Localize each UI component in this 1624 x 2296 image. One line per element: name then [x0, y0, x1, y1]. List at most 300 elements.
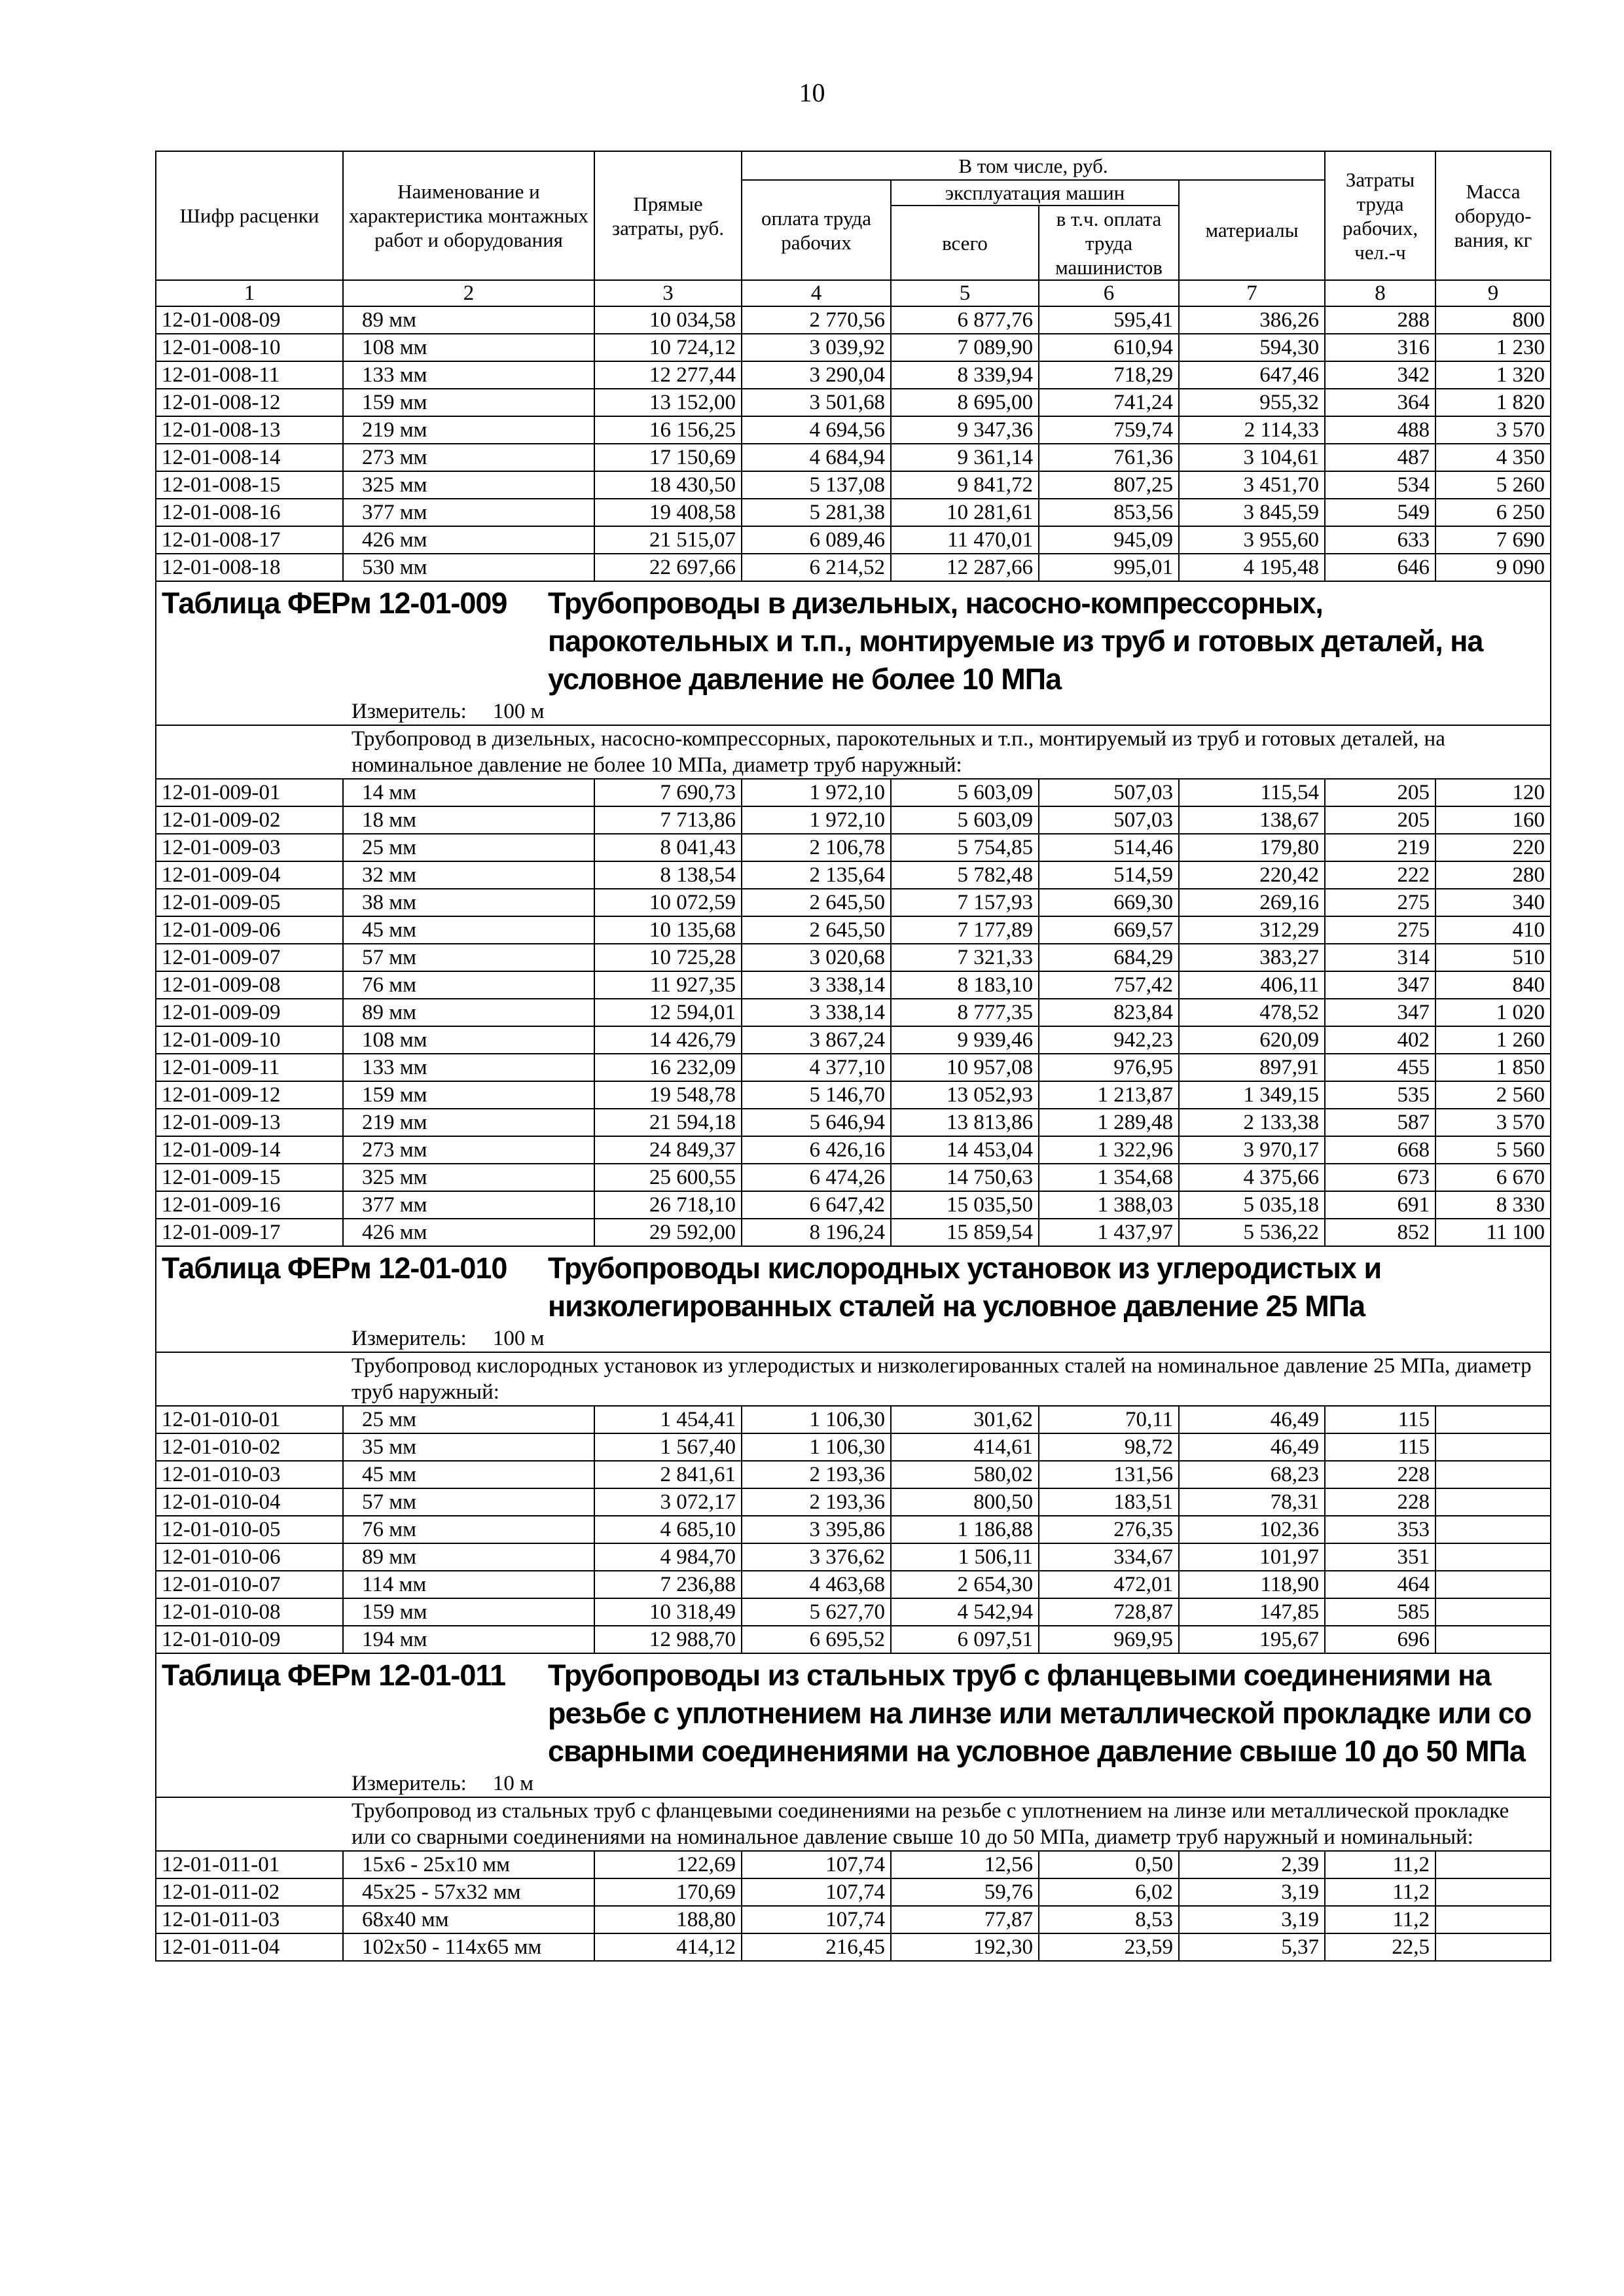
item-name: 377 мм — [343, 1191, 594, 1219]
equipment-mass: 160 — [1435, 806, 1551, 834]
worker-wages: 3 867,24 — [742, 1026, 891, 1054]
machines-total: 9 361,14 — [891, 444, 1039, 471]
table-row — [156, 1054, 1551, 1081]
worker-wages: 4 694,56 — [742, 416, 891, 444]
rate-code: 12-01-009-02 — [156, 806, 343, 834]
materials: 2,39 — [1179, 1851, 1325, 1878]
direct-costs: 8 138,54 — [594, 861, 742, 889]
direct-costs: 16 232,09 — [594, 1054, 742, 1081]
rate-code: 12-01-009-03 — [156, 834, 343, 861]
direct-costs: 12 988,70 — [594, 1626, 742, 1653]
materials: 620,09 — [1179, 1026, 1325, 1054]
materials: 478,52 — [1179, 999, 1325, 1026]
machinist-wages: 610,94 — [1039, 334, 1179, 361]
labor-hours: 314 — [1325, 944, 1435, 971]
rate-code: 12-01-009-16 — [156, 1191, 343, 1219]
labor-hours: 633 — [1325, 526, 1435, 554]
materials: 195,67 — [1179, 1626, 1325, 1653]
machines-total: 12 287,66 — [891, 554, 1039, 581]
labor-hours: 488 — [1325, 416, 1435, 444]
machinist-wages: 1 437,97 — [1039, 1219, 1179, 1246]
item-name: 57 мм — [343, 1488, 594, 1516]
labor-hours: 347 — [1325, 999, 1435, 1026]
materials: 68,23 — [1179, 1461, 1325, 1488]
item-name: 377 мм — [343, 499, 594, 526]
materials: 383,27 — [1179, 944, 1325, 971]
materials: 3,19 — [1179, 1878, 1325, 1906]
machines-total: 77,87 — [891, 1906, 1039, 1933]
worker-wages: 4 684,94 — [742, 444, 891, 471]
labor-hours: 342 — [1325, 361, 1435, 389]
table-row — [156, 1219, 1551, 1246]
direct-costs: 7 236,88 — [594, 1571, 742, 1598]
item-name: 219 мм — [343, 1109, 594, 1136]
machinist-wages: 507,03 — [1039, 779, 1179, 806]
worker-wages: 5 627,70 — [742, 1598, 891, 1626]
item-name: 133 мм — [343, 1054, 594, 1081]
direct-costs: 10 135,68 — [594, 916, 742, 944]
machines-total: 6 097,51 — [891, 1626, 1039, 1653]
direct-costs: 14 426,79 — [594, 1026, 742, 1054]
materials: 594,30 — [1179, 334, 1325, 361]
table-title: Трубопроводы в дизельных, насосно-компрессорных, парокотельных и т.п., монтируемые из труб и готовых деталей, на условное давление не более 10 МПа — [548, 586, 1483, 696]
measure-label: Измеритель: — [352, 1772, 467, 1795]
direct-costs: 4 984,70 — [594, 1543, 742, 1571]
labor-hours: 219 — [1325, 834, 1435, 861]
equipment-mass — [1435, 1878, 1551, 1906]
worker-wages: 6 647,42 — [742, 1191, 891, 1219]
item-name: 15х6 - 25х10 мм — [343, 1851, 594, 1878]
item-name: 108 мм — [343, 334, 594, 361]
table-row — [156, 1878, 1551, 1906]
labor-hours: 351 — [1325, 1543, 1435, 1571]
section-title-cell — [156, 1246, 1551, 1352]
worker-wages: 4 377,10 — [742, 1054, 891, 1081]
measure-value: 10 м — [492, 1772, 533, 1795]
machinist-wages: 761,36 — [1039, 444, 1179, 471]
worker-wages: 2 645,50 — [742, 889, 891, 916]
machines-total: 13 052,93 — [891, 1081, 1039, 1109]
equipment-mass — [1435, 1488, 1551, 1516]
table-row — [156, 889, 1551, 916]
item-name: 273 мм — [343, 444, 594, 471]
rate-code: 12-01-008-18 — [156, 554, 343, 581]
worker-wages: 2 135,64 — [742, 861, 891, 889]
labor-hours: 275 — [1325, 889, 1435, 916]
worker-wages: 216,45 — [742, 1933, 891, 1961]
equipment-mass — [1435, 1851, 1551, 1878]
table-row — [156, 1906, 1551, 1933]
equipment-mass: 9 090 — [1435, 554, 1551, 581]
item-name: 68х40 мм — [343, 1906, 594, 1933]
rate-code: 12-01-011-03 — [156, 1906, 343, 1933]
machines-total: 10 281,61 — [891, 499, 1039, 526]
direct-costs: 26 718,10 — [594, 1191, 742, 1219]
item-name: 45 мм — [343, 1461, 594, 1488]
column-number: 8 — [1325, 280, 1435, 306]
equipment-mass: 6 250 — [1435, 499, 1551, 526]
item-name: 45 мм — [343, 916, 594, 944]
labor-hours: 316 — [1325, 334, 1435, 361]
rate-code: 12-01-009-14 — [156, 1136, 343, 1164]
equipment-mass: 4 350 — [1435, 444, 1551, 471]
direct-costs: 1 454,41 — [594, 1406, 742, 1433]
rate-code: 12-01-009-13 — [156, 1109, 343, 1136]
header-name: Наименование и характеристика монтажных работ и оборудования — [343, 151, 594, 280]
machines-total: 580,02 — [891, 1461, 1039, 1488]
materials: 78,31 — [1179, 1488, 1325, 1516]
header-mass: Масса оборудо-вания, кг — [1435, 151, 1551, 280]
machinist-wages: 942,23 — [1039, 1026, 1179, 1054]
rate-code: 12-01-010-04 — [156, 1488, 343, 1516]
item-name: 38 мм — [343, 889, 594, 916]
machines-total: 12,56 — [891, 1851, 1039, 1878]
machines-total: 7 089,90 — [891, 334, 1039, 361]
labor-hours: 487 — [1325, 444, 1435, 471]
direct-costs: 7 713,86 — [594, 806, 742, 834]
machines-total: 15 035,50 — [891, 1191, 1039, 1219]
materials: 118,90 — [1179, 1571, 1325, 1598]
worker-wages: 3 290,04 — [742, 361, 891, 389]
table-row — [156, 779, 1551, 806]
item-name: 45х25 - 57х32 мм — [343, 1878, 594, 1906]
table-title: Трубопроводы кислородных установок из углеродистых и низколегированных сталей на условное давление 25 МПа — [548, 1251, 1382, 1323]
machinist-wages: 976,95 — [1039, 1054, 1179, 1081]
table-row — [156, 999, 1551, 1026]
materials: 5 035,18 — [1179, 1191, 1325, 1219]
machinist-wages: 131,56 — [1039, 1461, 1179, 1488]
machinist-wages: 0,50 — [1039, 1851, 1179, 1878]
table-row — [156, 1851, 1551, 1878]
rate-code: 12-01-010-03 — [156, 1461, 343, 1488]
materials: 138,67 — [1179, 806, 1325, 834]
direct-costs: 10 724,12 — [594, 334, 742, 361]
materials: 5,37 — [1179, 1933, 1325, 1961]
labor-hours: 205 — [1325, 806, 1435, 834]
direct-costs: 12 277,44 — [594, 361, 742, 389]
item-name: 25 мм — [343, 834, 594, 861]
equipment-mass: 510 — [1435, 944, 1551, 971]
table-row — [156, 1081, 1551, 1109]
section-description: Трубопровод в дизельных, насосно-компрессорных, парокотельных и т.п., монтируемый из труб и готовых деталей, на номинальное давление не более 10 МПа, диаметр труб наружный: — [156, 725, 1551, 779]
materials: 102,36 — [1179, 1516, 1325, 1543]
worker-wages: 3 501,68 — [742, 389, 891, 416]
equipment-mass — [1435, 1598, 1551, 1626]
equipment-mass: 840 — [1435, 971, 1551, 999]
direct-costs: 11 927,35 — [594, 971, 742, 999]
worker-wages: 3 376,62 — [742, 1543, 891, 1571]
equipment-mass: 120 — [1435, 779, 1551, 806]
equipment-mass: 1 230 — [1435, 334, 1551, 361]
item-name: 426 мм — [343, 526, 594, 554]
labor-hours: 534 — [1325, 471, 1435, 499]
worker-wages: 3 395,86 — [742, 1516, 891, 1543]
item-name: 108 мм — [343, 1026, 594, 1054]
labor-hours: 11,2 — [1325, 1878, 1435, 1906]
labor-hours: 228 — [1325, 1488, 1435, 1516]
section-description-row — [156, 1352, 1551, 1406]
table-row — [156, 1461, 1551, 1488]
measure-label: Измеритель: — [352, 1327, 467, 1350]
rate-code: 12-01-010-06 — [156, 1543, 343, 1571]
machines-total: 5 603,09 — [891, 806, 1039, 834]
machinist-wages: 507,03 — [1039, 806, 1179, 834]
rate-code: 12-01-008-10 — [156, 334, 343, 361]
worker-wages: 107,74 — [742, 1906, 891, 1933]
column-number: 4 — [742, 280, 891, 306]
equipment-mass — [1435, 1516, 1551, 1543]
section-title-row — [156, 1246, 1551, 1352]
equipment-mass: 1 260 — [1435, 1026, 1551, 1054]
section-title-row — [156, 1653, 1551, 1797]
direct-costs: 19 408,58 — [594, 499, 742, 526]
item-name: 25 мм — [343, 1406, 594, 1433]
item-name: 89 мм — [343, 306, 594, 334]
equipment-mass: 7 690 — [1435, 526, 1551, 554]
column-number: 5 — [891, 280, 1039, 306]
equipment-mass: 3 570 — [1435, 1109, 1551, 1136]
rate-code: 12-01-009-11 — [156, 1054, 343, 1081]
equipment-mass: 1 020 — [1435, 999, 1551, 1026]
direct-costs: 22 697,66 — [594, 554, 742, 581]
machinist-wages: 759,74 — [1039, 416, 1179, 444]
item-name: 114 мм — [343, 1571, 594, 1598]
machinist-wages: 1 289,48 — [1039, 1109, 1179, 1136]
machinist-wages: 1 322,96 — [1039, 1136, 1179, 1164]
table-row — [156, 361, 1551, 389]
equipment-mass: 340 — [1435, 889, 1551, 916]
item-name: 159 мм — [343, 389, 594, 416]
machinist-wages: 945,09 — [1039, 526, 1179, 554]
machines-total: 800,50 — [891, 1488, 1039, 1516]
table-row — [156, 306, 1551, 334]
rate-code: 12-01-008-09 — [156, 306, 343, 334]
rate-code: 12-01-009-04 — [156, 861, 343, 889]
rate-code: 12-01-009-17 — [156, 1219, 343, 1246]
materials: 4 375,66 — [1179, 1164, 1325, 1191]
table-row — [156, 1164, 1551, 1191]
item-name: 219 мм — [343, 416, 594, 444]
rate-code: 12-01-010-05 — [156, 1516, 343, 1543]
machinist-wages: 853,56 — [1039, 499, 1179, 526]
machinist-wages: 1 388,03 — [1039, 1191, 1179, 1219]
labor-hours: 288 — [1325, 306, 1435, 334]
equipment-mass: 8 330 — [1435, 1191, 1551, 1219]
machinist-wages: 23,59 — [1039, 1933, 1179, 1961]
table-code: Таблица ФЕРм 12-01-009 — [162, 586, 507, 620]
direct-costs: 122,69 — [594, 1851, 742, 1878]
worker-wages: 3 020,68 — [742, 944, 891, 971]
item-name: 89 мм — [343, 999, 594, 1026]
machinist-wages: 669,57 — [1039, 916, 1179, 944]
direct-costs: 188,80 — [594, 1906, 742, 1933]
materials: 3 845,59 — [1179, 499, 1325, 526]
worker-wages: 1 106,30 — [742, 1406, 891, 1433]
machinist-wages: 183,51 — [1039, 1488, 1179, 1516]
machinist-wages: 728,87 — [1039, 1598, 1179, 1626]
labor-hours: 464 — [1325, 1571, 1435, 1598]
section-description: Трубопровод из стальных труб с фланцевыми соединениями на резьбе с уплотнением на линзе или металлической прокладке или со сварными соединениями на номинальное давление свыше 10 до 50 МПа, диаметр труб наружный и номинальный: — [156, 1797, 1551, 1851]
machinist-wages: 276,35 — [1039, 1516, 1179, 1543]
direct-costs: 4 685,10 — [594, 1516, 742, 1543]
item-name: 32 мм — [343, 861, 594, 889]
direct-costs: 18 430,50 — [594, 471, 742, 499]
item-name: 35 мм — [343, 1433, 594, 1461]
worker-wages: 6 695,52 — [742, 1626, 891, 1653]
rate-code: 12-01-010-08 — [156, 1598, 343, 1626]
machines-total: 1 506,11 — [891, 1543, 1039, 1571]
section-title-cell — [156, 581, 1551, 725]
table-row — [156, 1433, 1551, 1461]
item-name: 273 мм — [343, 1136, 594, 1164]
machines-total: 14 453,04 — [891, 1136, 1039, 1164]
rate-code: 12-01-010-09 — [156, 1626, 343, 1653]
labor-hours: 228 — [1325, 1461, 1435, 1488]
worker-wages: 107,74 — [742, 1878, 891, 1906]
machinist-wages: 969,95 — [1039, 1626, 1179, 1653]
direct-costs: 19 548,78 — [594, 1081, 742, 1109]
table-row — [156, 526, 1551, 554]
materials: 406,11 — [1179, 971, 1325, 999]
equipment-mass: 5 560 — [1435, 1136, 1551, 1164]
item-name: 426 мм — [343, 1219, 594, 1246]
machines-total: 5 754,85 — [891, 834, 1039, 861]
rate-code: 12-01-011-02 — [156, 1878, 343, 1906]
machines-total: 414,61 — [891, 1433, 1039, 1461]
labor-hours: 275 — [1325, 916, 1435, 944]
machines-total: 4 542,94 — [891, 1598, 1039, 1626]
worker-wages: 2 106,78 — [742, 834, 891, 861]
equipment-mass — [1435, 1626, 1551, 1653]
column-number: 3 — [594, 280, 742, 306]
item-name: 89 мм — [343, 1543, 594, 1571]
machinist-wages: 823,84 — [1039, 999, 1179, 1026]
machines-total: 15 859,54 — [891, 1219, 1039, 1246]
machines-total: 11 470,01 — [891, 526, 1039, 554]
direct-costs: 1 567,40 — [594, 1433, 742, 1461]
header-materials: материалы — [1179, 180, 1325, 280]
direct-costs: 21 515,07 — [594, 526, 742, 554]
section-title-row — [156, 581, 1551, 725]
equipment-mass: 2 560 — [1435, 1081, 1551, 1109]
labor-hours: 347 — [1325, 971, 1435, 999]
table-row — [156, 971, 1551, 999]
machinist-wages: 1 213,87 — [1039, 1081, 1179, 1109]
machines-total: 301,62 — [891, 1406, 1039, 1433]
labor-hours: 205 — [1325, 779, 1435, 806]
worker-wages: 1 972,10 — [742, 779, 891, 806]
machines-total: 192,30 — [891, 1933, 1039, 1961]
labor-hours: 115 — [1325, 1406, 1435, 1433]
direct-costs: 8 041,43 — [594, 834, 742, 861]
labor-hours: 22,5 — [1325, 1933, 1435, 1961]
worker-wages: 3 338,14 — [742, 971, 891, 999]
rate-code: 12-01-008-16 — [156, 499, 343, 526]
labor-hours: 115 — [1325, 1433, 1435, 1461]
equipment-mass: 6 670 — [1435, 1164, 1551, 1191]
table-row — [156, 499, 1551, 526]
direct-costs: 21 594,18 — [594, 1109, 742, 1136]
worker-wages: 6 214,52 — [742, 554, 891, 581]
direct-costs: 25 600,55 — [594, 1164, 742, 1191]
machines-total: 59,76 — [891, 1878, 1039, 1906]
machinist-wages: 995,01 — [1039, 554, 1179, 581]
item-name: 76 мм — [343, 971, 594, 999]
materials: 3 955,60 — [1179, 526, 1325, 554]
table-code: Таблица ФЕРм 12-01-011 — [162, 1659, 505, 1692]
machinist-wages: 334,67 — [1039, 1543, 1179, 1571]
materials: 1 349,15 — [1179, 1081, 1325, 1109]
labor-hours: 587 — [1325, 1109, 1435, 1136]
column-numbers-row — [156, 280, 1551, 306]
labor-hours: 364 — [1325, 389, 1435, 416]
materials: 147,85 — [1179, 1598, 1325, 1626]
header-labor: Затраты труда рабочих, чел.-ч — [1325, 151, 1435, 280]
materials: 4 195,48 — [1179, 554, 1325, 581]
direct-costs: 3 072,17 — [594, 1488, 742, 1516]
table-row — [156, 444, 1551, 471]
machines-total: 1 186,88 — [891, 1516, 1039, 1543]
item-name: 159 мм — [343, 1081, 594, 1109]
direct-costs: 10 725,28 — [594, 944, 742, 971]
labor-hours: 11,2 — [1325, 1851, 1435, 1878]
machinist-wages: 757,42 — [1039, 971, 1179, 999]
table-header — [156, 151, 1551, 306]
table-row — [156, 1598, 1551, 1626]
direct-costs: 24 849,37 — [594, 1136, 742, 1164]
worker-wages: 3 338,14 — [742, 999, 891, 1026]
worker-wages: 5 137,08 — [742, 471, 891, 499]
equipment-mass — [1435, 1933, 1551, 1961]
materials: 386,26 — [1179, 306, 1325, 334]
machines-total: 14 750,63 — [891, 1164, 1039, 1191]
measure-value: 100 м — [492, 1327, 545, 1350]
worker-wages: 6 474,26 — [742, 1164, 891, 1191]
rate-code: 12-01-009-06 — [156, 916, 343, 944]
materials: 647,46 — [1179, 361, 1325, 389]
machinist-wages: 718,29 — [1039, 361, 1179, 389]
measure — [162, 1325, 1545, 1352]
materials: 220,42 — [1179, 861, 1325, 889]
direct-costs: 12 594,01 — [594, 999, 742, 1026]
machines-total: 6 877,76 — [891, 306, 1039, 334]
materials: 101,97 — [1179, 1543, 1325, 1571]
machines-total: 10 957,08 — [891, 1054, 1039, 1081]
table-row — [156, 1406, 1551, 1433]
labor-hours: 11,2 — [1325, 1906, 1435, 1933]
machines-total: 7 157,93 — [891, 889, 1039, 916]
header-direct-costs: Прямые затраты, руб. — [594, 151, 742, 280]
worker-wages: 5 146,70 — [742, 1081, 891, 1109]
machinist-wages: 8,53 — [1039, 1906, 1179, 1933]
machines-total: 9 347,36 — [891, 416, 1039, 444]
rate-code: 12-01-009-10 — [156, 1026, 343, 1054]
labor-hours: 646 — [1325, 554, 1435, 581]
equipment-mass — [1435, 1571, 1551, 1598]
materials: 3,19 — [1179, 1906, 1325, 1933]
machines-total: 5 782,48 — [891, 861, 1039, 889]
equipment-mass — [1435, 1543, 1551, 1571]
materials: 3 104,61 — [1179, 444, 1325, 471]
materials: 897,91 — [1179, 1054, 1325, 1081]
table-row — [156, 1136, 1551, 1164]
machinist-wages: 472,01 — [1039, 1571, 1179, 1598]
worker-wages: 2 645,50 — [742, 916, 891, 944]
machines-total: 7 321,33 — [891, 944, 1039, 971]
direct-costs: 10 072,59 — [594, 889, 742, 916]
header-wages: оплата труда рабочих — [742, 180, 891, 280]
measure — [162, 698, 1545, 725]
